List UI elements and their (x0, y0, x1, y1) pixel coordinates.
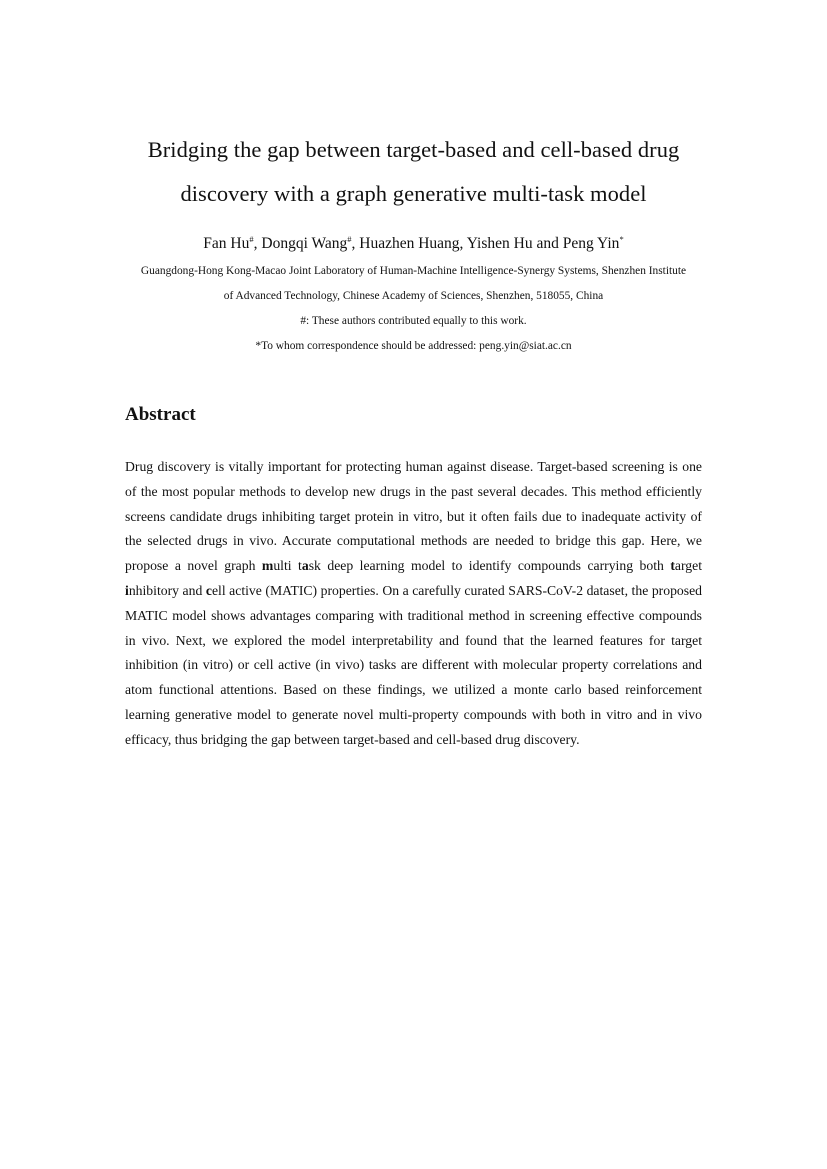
abstract-text: arget (674, 558, 703, 574)
abstract-text: ulti t (273, 558, 302, 574)
author-name: Dongqi Wang (261, 235, 348, 252)
correspondence-note: *To whom correspondence should be addressed: peng.yin@siat.ac.cn (255, 340, 572, 352)
abstract-text: Drug discovery is vitally important for protecting human against disease. Target-based screening is one of the most popular methods to develop new drugs in the past several decades. This method efficiently screens candidate drugs inhibiting target protein in vitro, but it often fails due to inadequate activity of the selected drugs in vivo. Accurate computational methods are needed to bridge this gap. Here, we propose a novel graph (125, 459, 702, 574)
abstract-text: sk deep learning model to identify compounds carrying both (308, 558, 671, 574)
abstract-text: ell active (MATIC) properties. On a carefully curated SARS-CoV-2 dataset, the proposed MATIC model shows advantages comparing with traditional method in screening effective compounds in vivo. Next, we explored the model interpretability and found that the learned features for target inhibition (in vitro) or cell active (in vivo) tasks are different with molecular property correlations and atom functional attentions. Based on these findings, we utilized a monte carlo based reinforcement learning generative model to generate novel multi-property compounds with both in vitro and in vivo efficacy, thus bridging the gap between target-based and cell-based drug discovery. (125, 582, 702, 747)
paper-title (100, 128, 727, 216)
author-name: Peng Yin (562, 235, 620, 252)
abstract-bold-letter: m (261, 558, 274, 574)
title-line-1: Bridging the gap between target-based and cell-based drug (147, 137, 680, 162)
author-mark: # (249, 234, 254, 244)
author-separator: and (532, 235, 563, 252)
author-mark: * (619, 234, 624, 244)
abstract-body (125, 455, 702, 753)
author-separator: , (253, 235, 262, 252)
abstract-bold-letter: c (205, 582, 212, 598)
author-separator: , (351, 235, 360, 252)
equal-contribution-note: #: These authors contributed equally to this work. (300, 315, 527, 327)
abstract-text: nhibitory and (128, 582, 206, 598)
author-mark: # (347, 234, 352, 244)
author-name: Huazhen Huang (359, 235, 460, 252)
author-separator: , (459, 235, 467, 252)
author-name: Fan Hu (203, 235, 250, 252)
abstract-bold-letter: t (670, 558, 675, 574)
affiliation-line-1: Guangdong-Hong Kong-Macao Joint Laboratory of Human-Machine Intelligence-Synergy Systems, Shenzhen Institute (140, 265, 687, 277)
author-list (100, 233, 727, 255)
title-line-2: discovery with a graph generative multi-task model (180, 181, 647, 206)
abstract-bold-letter: a (301, 558, 309, 574)
affiliation-line-2: of Advanced Technology, Chinese Academy of Sciences, Shenzhen, 518055, China (223, 290, 604, 302)
abstract-heading: Abstract (125, 404, 196, 425)
author-name: Yishen Hu (466, 235, 533, 252)
abstract-bold-letter: i (125, 582, 129, 598)
